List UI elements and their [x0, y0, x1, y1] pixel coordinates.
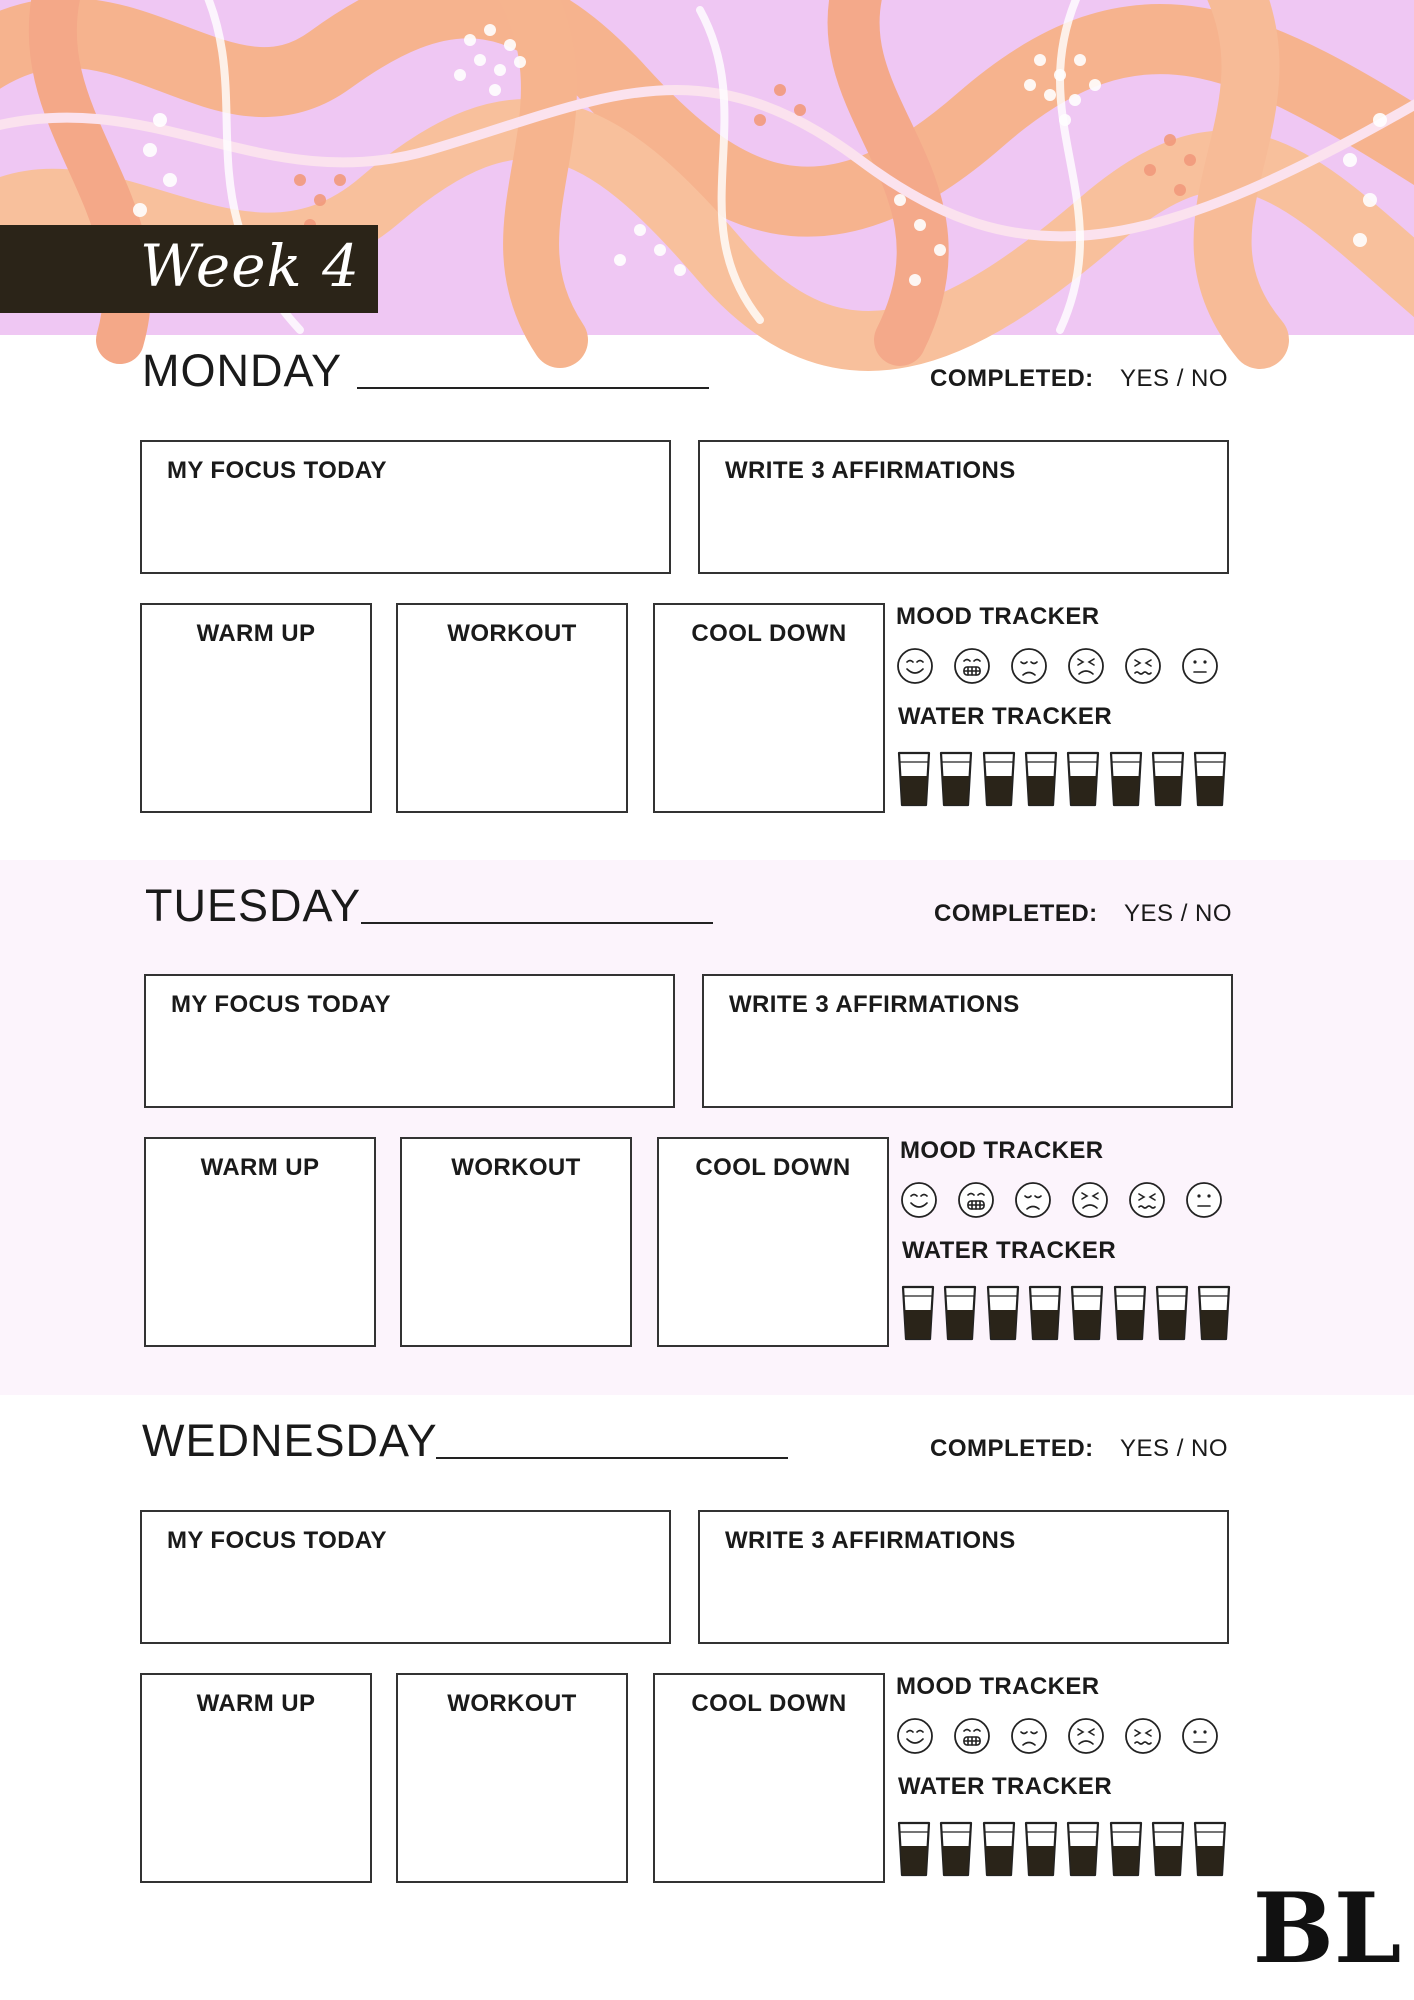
water-glass-icon[interactable]	[982, 750, 1016, 808]
focus-box[interactable]	[140, 1510, 671, 1644]
water-glass-icon[interactable]	[1109, 1820, 1143, 1878]
focus-label: MY FOCUS TODAY	[167, 1527, 387, 1554]
affirmations-box[interactable]	[698, 440, 1229, 574]
week-title: Week 4	[140, 232, 361, 300]
completed-label: COMPLETED:	[930, 1435, 1094, 1462]
water-glass-icon[interactable]	[982, 1820, 1016, 1878]
focus-label: MY FOCUS TODAY	[171, 991, 391, 1018]
water-glass-icon[interactable]	[897, 1820, 931, 1878]
tired-face-icon[interactable]	[1128, 1181, 1166, 1219]
affirmations-box[interactable]	[702, 974, 1233, 1108]
mood-row	[896, 647, 1226, 687]
cool-down-label: COOL DOWN	[691, 620, 847, 647]
mood-row	[900, 1181, 1230, 1221]
sad-face-icon[interactable]	[1010, 1717, 1048, 1755]
workout-label: WORKOUT	[451, 1154, 581, 1181]
workout-box[interactable]	[396, 603, 628, 813]
water-glass-icon[interactable]	[1113, 1284, 1147, 1342]
day-name: TUESDAY	[145, 880, 362, 931]
water-glass-icon[interactable]	[1024, 1820, 1058, 1878]
mood-row	[896, 1717, 1226, 1757]
focus-box[interactable]	[140, 440, 671, 574]
day-name: MONDAY	[142, 345, 343, 396]
workout-label: WORKOUT	[447, 1690, 577, 1717]
water-glass-icon[interactable]	[1024, 750, 1058, 808]
water-glass-icon[interactable]	[939, 1820, 973, 1878]
water-glass-icon[interactable]	[901, 1284, 935, 1342]
water-row	[897, 750, 1232, 812]
day-write-line[interactable]	[361, 922, 713, 924]
water-glass-icon[interactable]	[1197, 1284, 1231, 1342]
neutral-face-icon[interactable]	[1181, 647, 1219, 685]
brand-logo	[1252, 1872, 1402, 1985]
workout-box[interactable]	[396, 1673, 628, 1883]
yes-no-options[interactable]: YES / NO	[1120, 365, 1229, 392]
focus-label: MY FOCUS TODAY	[167, 457, 387, 484]
water-glass-icon[interactable]	[897, 750, 931, 808]
cool-down-box[interactable]	[653, 1673, 885, 1883]
workout-box[interactable]	[400, 1137, 632, 1347]
cool-down-box[interactable]	[653, 603, 885, 813]
water-glass-icon[interactable]	[1193, 1820, 1227, 1878]
smile-face-icon[interactable]	[896, 1717, 934, 1755]
warm-up-label: WARM UP	[200, 1154, 320, 1181]
cool-down-box[interactable]	[657, 1137, 889, 1347]
workout-label: WORKOUT	[447, 620, 577, 647]
tired-face-icon[interactable]	[1124, 647, 1162, 685]
grin-face-icon[interactable]	[953, 647, 991, 685]
affirmations-label: WRITE 3 AFFIRMATIONS	[725, 1527, 1016, 1554]
water-tracker-label: WATER TRACKER	[902, 1237, 1117, 1264]
mood-tracker-label: MOOD TRACKER	[900, 1137, 1104, 1164]
water-glass-icon[interactable]	[1155, 1284, 1189, 1342]
mood-tracker-label: MOOD TRACKER	[896, 603, 1100, 630]
smile-face-icon[interactable]	[896, 647, 934, 685]
day-write-line[interactable]	[436, 1457, 788, 1459]
completed-label: COMPLETED:	[930, 365, 1094, 392]
water-tracker-label: WATER TRACKER	[898, 703, 1113, 730]
water-glass-icon[interactable]	[1066, 1820, 1100, 1878]
sad-face-icon[interactable]	[1014, 1181, 1052, 1219]
neutral-face-icon[interactable]	[1185, 1181, 1223, 1219]
affirmations-label: WRITE 3 AFFIRMATIONS	[725, 457, 1016, 484]
day-section-monday	[0, 335, 1414, 870]
water-glass-icon[interactable]	[943, 1284, 977, 1342]
water-glass-icon[interactable]	[939, 750, 973, 808]
cool-down-label: COOL DOWN	[695, 1154, 851, 1181]
water-tracker-label: WATER TRACKER	[898, 1773, 1113, 1800]
completed-label: COMPLETED:	[934, 900, 1098, 927]
yes-no-options[interactable]: YES / NO	[1124, 900, 1233, 927]
day-write-line[interactable]	[357, 387, 709, 389]
grin-face-icon[interactable]	[953, 1717, 991, 1755]
water-glass-icon[interactable]	[1151, 1820, 1185, 1878]
water-row	[897, 1820, 1232, 1882]
affirmations-box[interactable]	[698, 1510, 1229, 1644]
grin-face-icon[interactable]	[957, 1181, 995, 1219]
neutral-face-icon[interactable]	[1181, 1717, 1219, 1755]
smile-face-icon[interactable]	[900, 1181, 938, 1219]
mood-tracker-label: MOOD TRACKER	[896, 1673, 1100, 1700]
water-glass-icon[interactable]	[1193, 750, 1227, 808]
affirmations-label: WRITE 3 AFFIRMATIONS	[729, 991, 1020, 1018]
water-glass-icon[interactable]	[1066, 750, 1100, 808]
water-glass-icon[interactable]	[1109, 750, 1143, 808]
yes-no-options[interactable]: YES / NO	[1120, 1435, 1229, 1462]
cool-down-label: COOL DOWN	[691, 1690, 847, 1717]
day-section-wednesday	[0, 1405, 1414, 1940]
water-glass-icon[interactable]	[1028, 1284, 1062, 1342]
warm-up-label: WARM UP	[196, 620, 316, 647]
day-name: WEDNESDAY	[142, 1415, 438, 1466]
water-row	[901, 1284, 1236, 1346]
warm-up-label: WARM UP	[196, 1690, 316, 1717]
logo-text: BL	[1252, 1872, 1402, 1985]
day-section-tuesday	[0, 860, 1414, 1395]
tired-face-icon[interactable]	[1124, 1717, 1162, 1755]
water-glass-icon[interactable]	[1070, 1284, 1104, 1342]
warm-up-box[interactable]	[144, 1137, 376, 1347]
water-glass-icon[interactable]	[986, 1284, 1020, 1342]
warm-up-box[interactable]	[140, 603, 372, 813]
frustrated-face-icon[interactable]	[1071, 1181, 1109, 1219]
frustrated-face-icon[interactable]	[1067, 1717, 1105, 1755]
frustrated-face-icon[interactable]	[1067, 647, 1105, 685]
sad-face-icon[interactable]	[1010, 647, 1048, 685]
water-glass-icon[interactable]	[1151, 750, 1185, 808]
focus-box[interactable]	[144, 974, 675, 1108]
warm-up-box[interactable]	[140, 1673, 372, 1883]
